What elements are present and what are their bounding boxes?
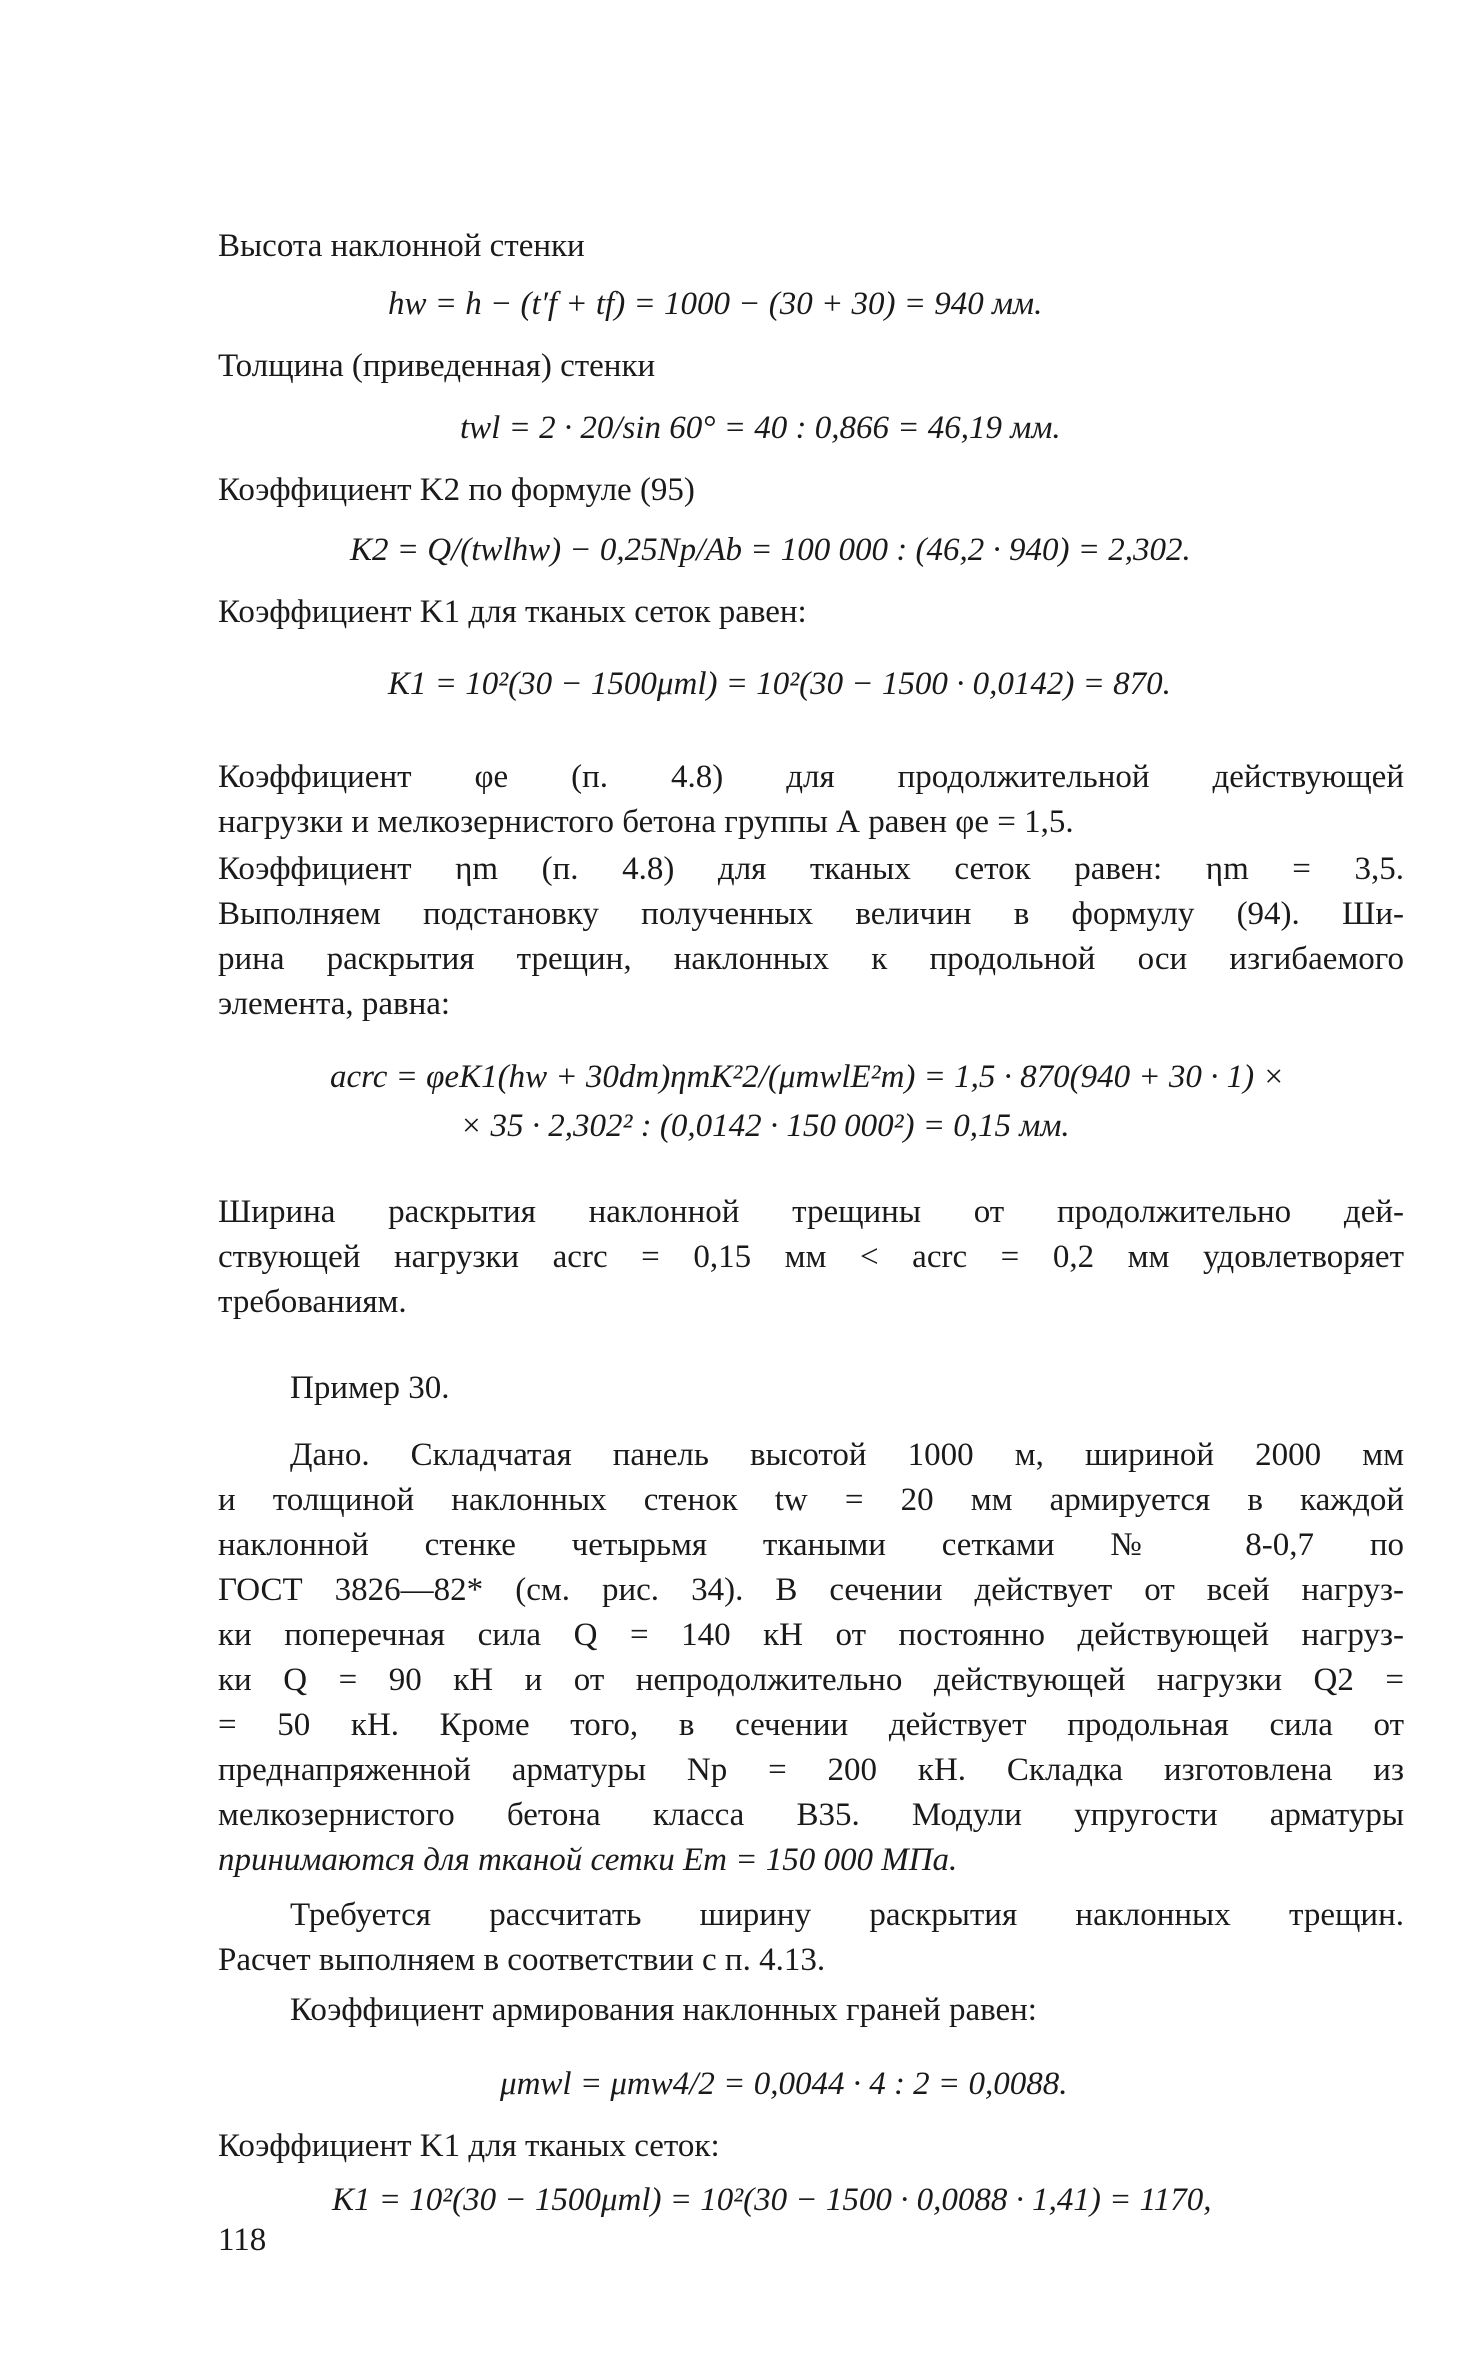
paragraph-line: наклонной стенке четырьмя ткаными сетками № 8-0,7 по <box>218 1527 1404 1563</box>
paragraph-line: элемента, равна: <box>218 986 451 1022</box>
formula-line: × 35 · 2,302² : (0,0142 · 150 000²) = 0,15 мм. <box>460 1108 1070 1144</box>
formula-line: twl = 2 · 20/sin 60° = 40 : 0,866 = 46,19 мм. <box>460 410 1061 446</box>
paragraph-line: и толщиной наклонных стенок tw = 20 мм армируется в каждой <box>218 1482 1404 1518</box>
paragraph-line: рина раскрытия трещин, наклонных к продольной оси изгибаемого <box>218 941 1404 977</box>
formula-line: K1 = 10²(30 − 1500μml) = 10²(30 − 1500 · 0,0142) = 870. <box>388 666 1171 702</box>
paragraph-line: нагрузки и мелкозернистого бетона группы А равен φe = 1,5. <box>218 804 1074 840</box>
paragraph-line: требованиям. <box>218 1284 407 1320</box>
paragraph-line: Коэффициент K2 по формуле (95) <box>218 472 695 508</box>
paragraph-line: мелкозернистого бетона класса В35. Модули упругости арматуры <box>218 1797 1404 1833</box>
paragraph-line: ГОСТ 3826—82* (см. рис. 34). В сечении действует от всей нагруз- <box>218 1572 1404 1608</box>
formula-line: K2 = Q/(twlhw) − 0,25Np/Ab = 100 000 : (46,2 · 940) = 2,302. <box>350 532 1191 568</box>
example-heading: Пример 30. <box>290 1370 450 1406</box>
paragraph-line: Коэффициент K1 для тканых сеток: <box>218 2128 720 2164</box>
paragraph-line: Высота наклонной стенки <box>218 228 585 264</box>
formula-line: hw = h − (t′f + tf) = 1000 − (30 + 30) = 940 мм. <box>388 286 1043 322</box>
paragraph-line: Коэффициент армирования наклонных граней равен: <box>290 1992 1037 2028</box>
paragraph-line: Выполняем подстановку полученных величин в формулу (94). Ши- <box>218 896 1404 932</box>
paragraph-line: преднапряженной арматуры Np = 200 кН. Складка изготовлена из <box>218 1752 1404 1788</box>
paragraph-line: Ширина раскрытия наклонной трещины от продолжительно дей- <box>218 1194 1404 1230</box>
paragraph-line: принимаются для тканой сетки Em = 150 000 МПа. <box>218 1842 958 1878</box>
paragraph-line: = 50 кН. Кроме того, в сечении действует продольная сила от <box>218 1707 1404 1743</box>
paragraph-line: Требуется рассчитать ширину раскрытия наклонных трещин. <box>290 1897 1404 1933</box>
paragraph-line: Коэффициент ηm (п. 4.8) для тканых сеток равен: ηm = 3,5. <box>218 851 1404 887</box>
paragraph-line: ки Q = 90 кН и от непродолжительно действующей нагрузки Q2 = <box>218 1662 1404 1698</box>
paragraph-line: Толщина (приведенная) стенки <box>218 348 656 384</box>
paragraph-line: Расчет выполняем в соответствии с п. 4.13. <box>218 1942 826 1978</box>
formula-line: acrc = φeK1(hw + 30dm)ηmK²2/(μmwlE²m) = 1,5 · 870(940 + 30 · 1) × <box>330 1059 1285 1095</box>
paragraph-line: Коэффициент K1 для тканых сеток равен: <box>218 594 807 630</box>
paragraph-line: Коэффициент φe (п. 4.8) для продолжительной действующей <box>218 759 1404 795</box>
page-number: 118 <box>218 2222 267 2258</box>
formula-line: K1 = 10²(30 − 1500μml) = 10²(30 − 1500 · 0,0088 · 1,41) = 1170, <box>332 2182 1212 2218</box>
formula-line: μmwl = μmw4/2 = 0,0044 · 4 : 2 = 0,0088. <box>500 2066 1068 2102</box>
paragraph-line: ки поперечная сила Q = 140 кН от постоянно действующей нагруз- <box>218 1617 1404 1653</box>
paragraph-line: Дано. Складчатая панель высотой 1000 м, шириной 2000 мм <box>290 1437 1404 1473</box>
paragraph-line: ствующей нагрузки acrc = 0,15 мм < acrc = 0,2 мм удовлетворяет <box>218 1239 1404 1275</box>
